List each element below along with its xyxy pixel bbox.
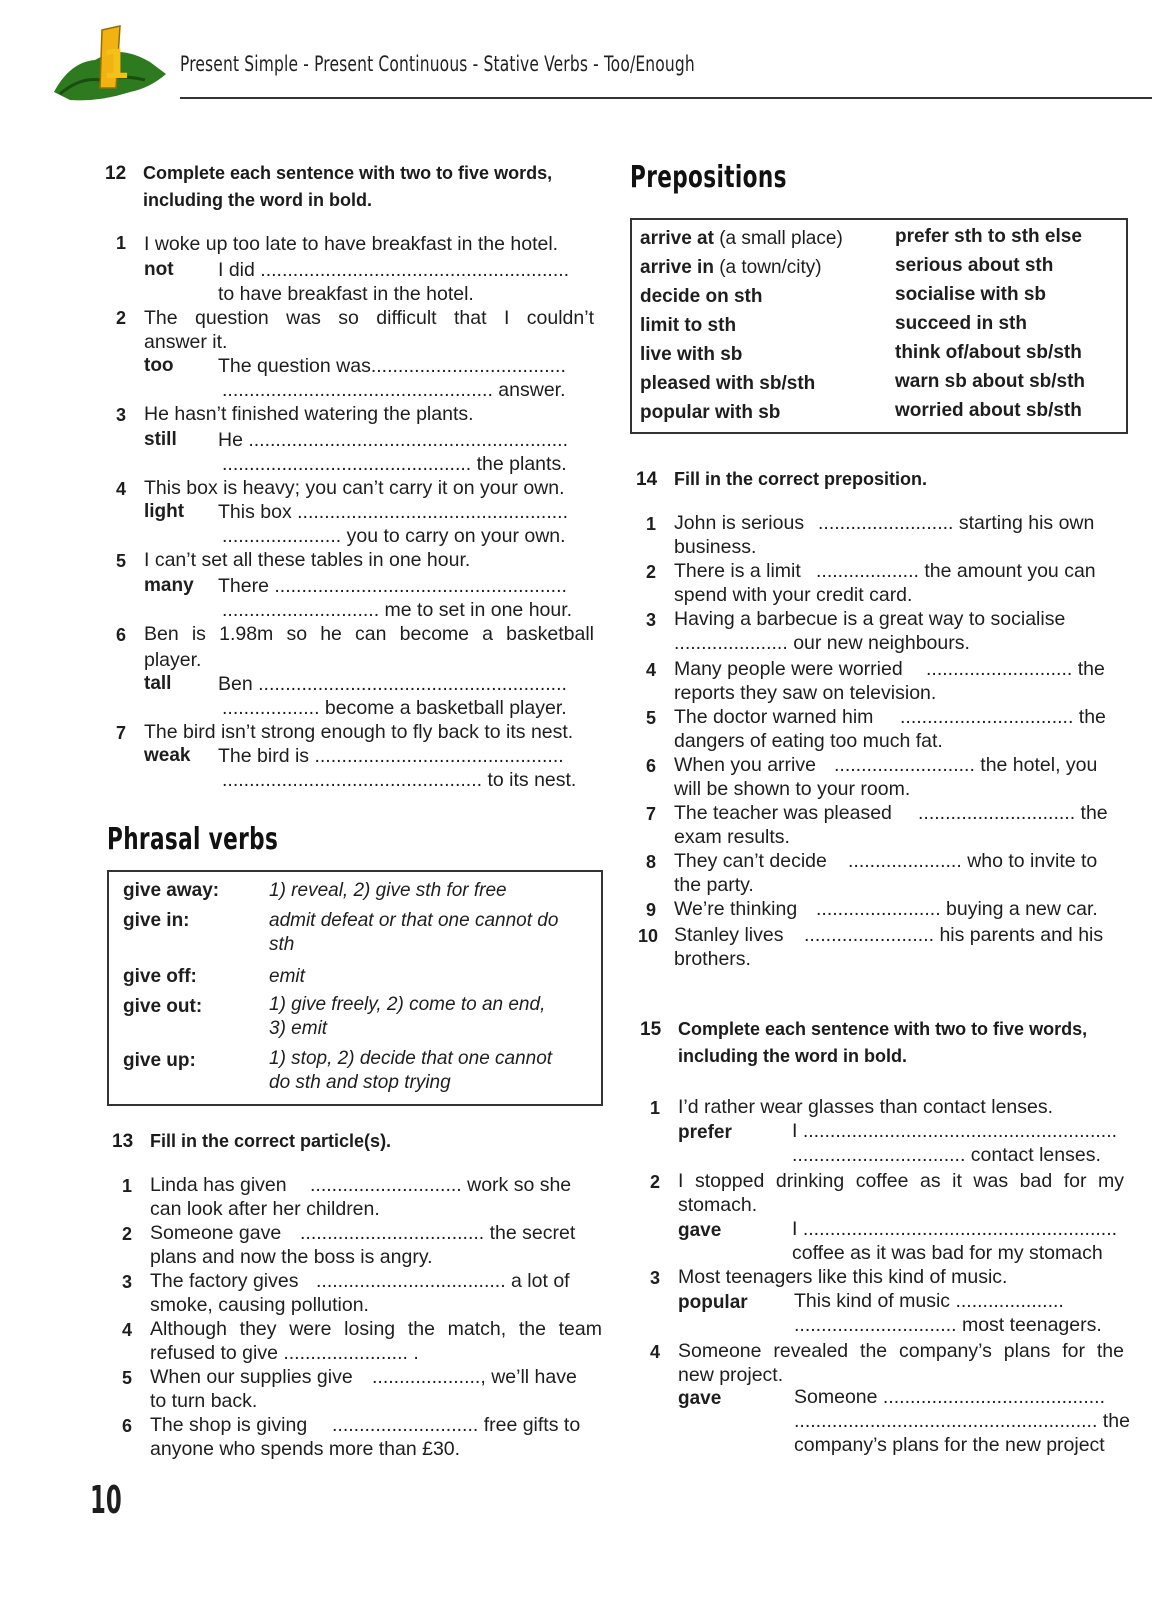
answer-line[interactable]: ....................... buying a new car. (816, 898, 1098, 920)
answer-line[interactable]: .................................. the secret (300, 1222, 576, 1244)
phrasal-verbs-box: give away: 1) reveal, 2) give sth for free give in: admit defeat or that one cannot do sth give off: emit give out: 1) give freely, 2) come to an end, 3) emit give up: 1) stop, 2) decide that one cannot do sth and stop trying (107, 870, 603, 1106)
answer-line[interactable]: ......................... starting his own (818, 512, 1095, 534)
answer-line[interactable]: ..................... our new neighbours. (674, 632, 970, 654)
prepositions-box: arrive at (a small place) arrive in (a town/city) decide on sth limit to sth live with sb pleased with sb/sth popular with sb prefer sth to sth else serious about sth socialise with sb succeed in sth think of/about sb/sth warn sb about sb/sth worried about sb/sth (630, 218, 1128, 434)
exercise-15-items: 1 I’d rather wear glasses than contact lenses. prefer I .......................................................... ................................ contact lenses. 2 I stopped drinking coffee as it was bad for my stomach. gave I .......................................................... coffee as it was bad for my stomach 3 Most teenagers like this kind of music. popular This kind of music .................... .............................. most teenagers. 4 Someone revealed the company’s plans for the new project. gave Someone ......................................... ........................................................ the company’s plans for the new project (650, 1096, 1130, 1456)
answer-line[interactable]: ................... the amount you can (816, 560, 1096, 582)
answer-line[interactable]: The bird is .............................................. (218, 745, 564, 767)
exercise-14-items: 1 John is serious ......................... starting his own business. 2 There is a limit ................... the amount you can spend with your credit card. 3 Having a barbecue is a great way to socialise ..................... our new neighbours. 4 Many people were worried ........................... the reports they saw on television. 5 The doctor warned him ................................ the dangers of eating too much fat. 6 When you arrive .......................... the hotel, you will be shown to your room. 7 The teacher was pleased ............................. the exam results. 8 They can’t decide ..................... who to invite to the party. 9 We’re thinking ....................... buying a new car. 10 Stanley lives ........................ his parents and his brothers. (638, 512, 1108, 970)
answer-line[interactable]: ............................. the (918, 802, 1108, 824)
answer-line[interactable]: .................. become a basketball player. (222, 697, 567, 719)
answer-line[interactable]: I .......................................................... (792, 1120, 1118, 1142)
answer-line[interactable]: ............................ work so she (310, 1174, 572, 1196)
answer-line[interactable]: ...................., we’ll have (372, 1366, 577, 1388)
answer-line[interactable]: ..................... who to invite to (848, 850, 1098, 872)
answer-line[interactable]: ........................... the (926, 658, 1105, 680)
answer-line[interactable]: .............................. most teenagers. (794, 1314, 1102, 1336)
answer-line[interactable]: .......................... the hotel, you (834, 754, 1098, 776)
answer-line[interactable]: Someone ......................................... (794, 1386, 1106, 1408)
exercise-14-heading: 14 Fill in the correct preposition. (636, 469, 928, 490)
exercise-12-items: 1 I woke up too late to have breakfast in the hotel. not I did ......................................................... to have breakfast in the hotel. 2 The question was so difficult that I couldn’t answer it. too The question was.................................... .................................................. answer. 3 He hasn’t finished watering the plants. still He ........................................................... .............................................. the plants. 4 This box is heavy; you can’t carry it on your own. light This box .................................................. ...................... you to carry on your own. 5 I can’t set all these tables in one hour. many There ...................................................... ............................. me to set in one hour. 6 Ben is 1.98m so he can become a basketball player. tall Ben ......................................................... .................. become a basketball player. 7 The bird isn’t strong enough to fly back to its nest. weak The bird is .............................................. ................................................ to its nest. (116, 233, 594, 791)
answer-line[interactable]: ................................ the (900, 706, 1106, 728)
answer-line[interactable]: I .......................................................... (792, 1218, 1118, 1240)
answer-line[interactable]: ................................... a lot of (316, 1270, 570, 1292)
svg-text:1: 1 (102, 42, 130, 88)
answer-line[interactable]: I did ......................................................... (218, 259, 570, 281)
unit-logo-icon (50, 22, 170, 110)
page-header-title: Present Simple - Present Continuous - Stative Verbs - Too/Enough (180, 52, 695, 76)
answer-line[interactable]: .............................................. the plants. (222, 453, 567, 475)
answer-line[interactable]: This box .................................................. (218, 501, 569, 523)
answer-line[interactable]: ........................ his parents and his (804, 924, 1104, 946)
answer-line[interactable]: ........................................................ the (794, 1410, 1130, 1432)
exercise-15-heading: 15 Complete each sentence with two to five words, including the word in bold. (640, 1019, 1088, 1066)
answer-line[interactable]: He ........................................................... (218, 429, 568, 451)
answer-line[interactable]: There ...................................................... (218, 575, 567, 597)
exercise-13-heading: 13 Fill in the correct particle(s). (112, 1131, 392, 1152)
phrasal-verbs-title: Phrasal verbs (107, 822, 279, 857)
answer-line[interactable]: ................................ contact lenses. (792, 1144, 1101, 1166)
answer-line[interactable]: This kind of music .................... (794, 1290, 1064, 1312)
answer-line[interactable]: ................................................ to its nest. (222, 769, 577, 791)
answer-line[interactable]: ........................... free gifts to (332, 1414, 581, 1436)
answer-line[interactable]: ...................... you to carry on your own. (222, 525, 566, 547)
page-number: 10 (90, 1478, 122, 1522)
header-rule (180, 97, 1152, 99)
answer-line[interactable]: .................................................. answer. (222, 379, 566, 401)
prepositions-title: Prepositions (630, 160, 787, 195)
answer-line[interactable]: Ben ......................................................... (218, 673, 567, 695)
answer-line[interactable]: ............................. me to set in one hour. (222, 599, 573, 621)
answer-line[interactable]: The question was.................................... (218, 355, 566, 377)
answer-line[interactable]: refused to give ....................... . (150, 1342, 419, 1364)
exercise-12-heading: 12 Complete each sentence with two to five words, including the word in bold. (105, 163, 553, 210)
exercise-13-items: 1 Linda has given ............................ work so she can look after her children. 2 Someone gave .................................. the secret plans and now the boss is angry. 3 The factory gives ................................... a lot of smoke, causing pollution. 4 Although they were losing the match, the team refused to give ....................... . 5 When our supplies give ...................., we’ll have to turn back. 6 The shop is giving ........................... free gifts to anyone who spends more than £30. (122, 1174, 602, 1460)
